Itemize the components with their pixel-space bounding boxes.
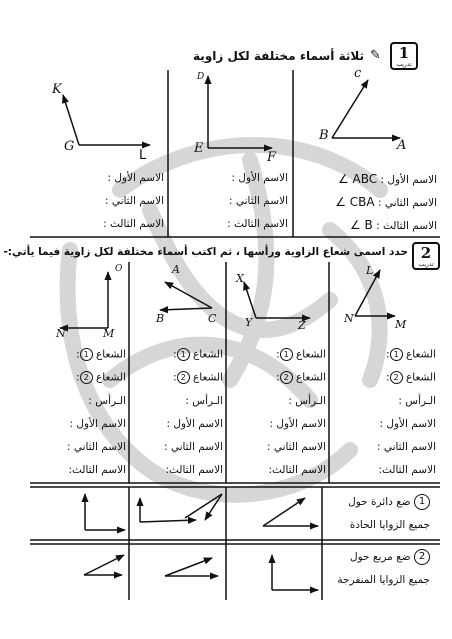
- ex3-angles: [84, 494, 318, 590]
- pencil-icon: ✎: [370, 48, 381, 63]
- label-point: C: [208, 312, 217, 325]
- ex2-c1-first: الاسم الأول :: [379, 418, 436, 430]
- ex2-c2-ray2: الشعاع 2:: [276, 371, 326, 384]
- ray-BC: [332, 80, 368, 138]
- label-point: F: [267, 150, 277, 165]
- ex1-c3-third: الاسم الثالث :: [103, 218, 164, 230]
- ex2-c1-ray1: الشعاع 1:: [386, 348, 436, 361]
- label-point: M: [103, 327, 115, 340]
- label-point: N: [344, 312, 354, 325]
- ex1-c1-third: الاسم الثالث : B ∠: [349, 218, 437, 232]
- label-point: G: [64, 139, 75, 154]
- ex1-c2-first: الاسم الأول :: [231, 172, 288, 184]
- exercise-2-badge: 2 تدريب: [412, 242, 440, 270]
- ex2-c3-ray1: الشعاع 1:: [173, 348, 223, 361]
- ex2-c3-second: الاسم الثاني :: [163, 441, 223, 453]
- ex2-c2-vertex: الـرأس :: [288, 395, 326, 407]
- ray-GK: [63, 95, 79, 145]
- ex3-item1-line2: جميع الزوايا الحادة: [349, 519, 430, 531]
- ex2-c3-vertex: الـرأس :: [185, 395, 223, 407]
- ex1-c3-first: الاسم الأول :: [107, 172, 164, 184]
- label-point: N: [56, 327, 66, 340]
- label-point: c: [354, 66, 362, 81]
- ex2-c4-first: الاسم الأول :: [69, 418, 126, 430]
- label-point: X: [236, 272, 244, 285]
- ex2-c3-third: الاسم الثالث:: [165, 464, 223, 476]
- ex2-c2-second: الاسم الثاني :: [266, 441, 326, 453]
- ex1-c1-first: الاسم الأول : ABC ∠: [337, 172, 437, 186]
- label-point: B: [156, 312, 165, 325]
- ex2-c1-third: الاسم الثالث:: [378, 464, 436, 476]
- ex2-c2-first: الاسم الأول :: [269, 418, 326, 430]
- exercise-1-title: ثلاثة أسماء مختلفة لكل زاوية: [193, 49, 364, 63]
- label-point: D: [197, 72, 205, 82]
- ex2-c4-third: الاسم الثالث:: [68, 464, 126, 476]
- ex2-c1-second: الاسم الثاني :: [376, 441, 436, 453]
- label-point: B: [319, 128, 329, 143]
- ex3-item2-line1: 2 ضع مربع حول: [350, 549, 430, 565]
- ex2-c4-vertex: الـرأس :: [88, 395, 126, 407]
- exercise-2-title: حدد اسمى شعاع الزاوية ورأسها ، ثم اكتب أسماء مختلفة لكل زاوية فيما يأتي:-: [3, 246, 408, 258]
- ex2-c3-first: الاسم الأول :: [166, 418, 223, 430]
- ex2-c4-ray1: الشعاع 1:: [76, 348, 126, 361]
- ex1-c2-third: الاسم الثالث :: [227, 218, 288, 230]
- exercise-1-badge: 1 تدريب: [390, 42, 418, 70]
- label-point: A: [172, 263, 180, 276]
- ex2-c4-ray2: الشعاع 2:: [76, 371, 126, 384]
- ex2-c4-second: الاسم الثاني :: [66, 441, 126, 453]
- label-point: L: [139, 148, 147, 163]
- label-point: K: [52, 82, 62, 97]
- label-point: Y: [245, 316, 253, 329]
- label-point: O: [115, 264, 123, 274]
- label-point: E: [194, 141, 204, 156]
- ray-YX: [244, 282, 256, 318]
- label-point: Z: [298, 319, 306, 332]
- ex1-c2-second: الاسم الثاني :: [228, 195, 288, 207]
- ex2-c1-vertex: الـرأس :: [398, 395, 436, 407]
- ex2-c3-ray2: الشعاع 2:: [173, 371, 223, 384]
- ex2-c2-ray1: الشعاع 1:: [276, 348, 326, 361]
- ex2-c1-ray2: الشعاع 2:: [386, 371, 436, 384]
- ex1-c3-second: الاسم الثاني :: [104, 195, 164, 207]
- ex3-item2-line2: جميع الزوايا المنفرجة: [337, 574, 430, 586]
- label-point: A: [397, 138, 407, 153]
- ex1-c1-second: الاسم الثاني : CBA ∠: [335, 195, 437, 209]
- ex2-c2-third: الاسم الثالث:: [268, 464, 326, 476]
- label-point: L: [366, 264, 374, 277]
- ex3-item1-line1: 1 ضع دائرة حول: [348, 494, 430, 510]
- label-point: M: [395, 318, 407, 331]
